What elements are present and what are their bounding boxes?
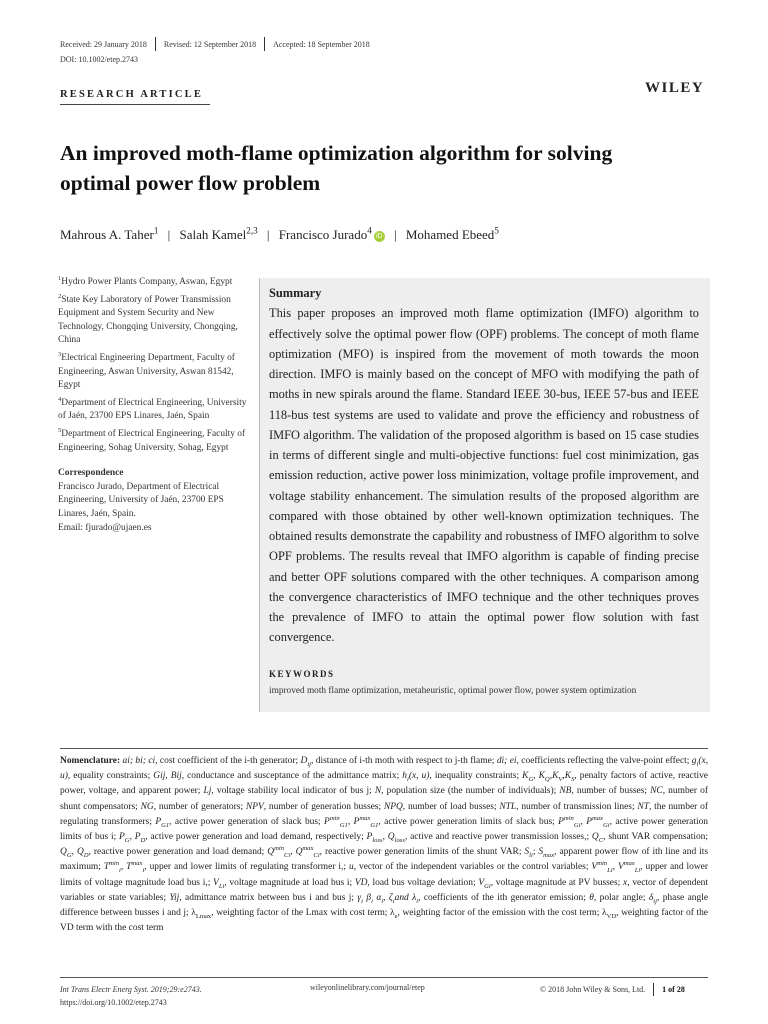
affiliation: $^1$Hydro Power Plants Company, Aswan, Egypt (58, 274, 233, 287)
summary-text: This paper proposes an improved moth flame optimization (IMFO) algorithm to effectively solve the optimal power flow (OPF) problems. The concept of moth flame optimization (MFO) is inspired from the movement of moth towards the moon direction. IMFO is mainly based on the concept of MFO with modifying the path of moths in new spirals around the flame. Standard IEEE 30-bus, IEEE 57-bus and IEEE 118-bus test systems are used to validate and prove the efficiency and robustness of IMFO algorithm. The validation of the proposed algorithm is based on 15 case studies in terms of different single and multi-objective functions: fuel cost minimization, gas emission reduction, active power loss minimization, voltage profile improvement, and voltage stability enhancement. The simulation results of the proposed algorithm are compared with those obtained by other well-known optimization techniques. The obtained results demonstrate the capability and robustness of IMFO algorithm to solve OPF problems. The results reveal that IMFO algorithm is capable of finding precise and better OPF solutions compared with the other techniques. A comparison among the convergence characteristics of IMFO technique and the other techniques proves the prevalence of IMFO to attain the optimal power flow solution with fast convergence. (269, 306, 699, 645)
article-dates (60, 37, 370, 51)
doi: DOI: 10.1002/etep.2743 (60, 55, 138, 64)
affiliation: $^3$Electrical Engineering Department, Faculty of Engineering, Aswan University, Aswan 81542, Egypt (58, 350, 235, 391)
nomenclature-rule (60, 748, 708, 749)
doi-link[interactable]: https://doi.org/10.1002/etep.2743 (60, 998, 167, 1007)
journal-citation: Int Trans Electr Energ Syst. 2019;29:e2743. (60, 985, 202, 994)
article-type: RESEARCH ARTICLE (60, 89, 204, 100)
revised-date: Revised: 12 September 2018 (163, 39, 257, 49)
author[interactable]: Salah Kamel$^{2,3}$ (179, 225, 258, 242)
summary-heading: Summary (269, 286, 322, 300)
author-separator: | (167, 227, 171, 242)
accepted-date: Accepted: 18 September 2018 (273, 39, 370, 49)
journal-site-link[interactable]: wileyonlinelibrary.com/journal/etep (310, 983, 425, 992)
affiliation: $^2$State Key Laboratory of Power Transmission Equipment and System Security and New Technology, Chongqing University, Chongqing, China (58, 292, 238, 346)
footer-right (540, 983, 685, 996)
keywords-text: improved moth flame optimization, metaheuristic, optimal power flow, power system optimization (269, 686, 637, 696)
author[interactable]: Mahrous A. Taher$^1$ (60, 225, 159, 242)
footer-rule (60, 977, 708, 978)
copyright: © 2018 John Wiley & Sons, Ltd. (540, 985, 646, 994)
nomenclature-label: Nomenclature: (60, 756, 121, 766)
footer-citation (60, 983, 202, 1009)
divider (155, 37, 156, 51)
author-separator: | (266, 227, 270, 242)
article-title: An improved moth-flame optimization algorithm for solving optimal power flow problem (60, 141, 613, 195)
affiliations (58, 276, 248, 535)
page-number: 1 of 28 (662, 985, 685, 994)
author-separator: | (394, 227, 397, 242)
correspondence-heading: Correspondence (58, 468, 124, 479)
article-type-underline (60, 104, 210, 105)
received-date: Received: 29 January 2018 (60, 39, 147, 49)
affiliation: $^4$Department of Electrical Engineering, University of Jaén, 23700 EPS Linares, Jaén, Spain (58, 395, 247, 422)
nomenclature: Nomenclature: ai; bi; ci, cost coefficient of the i-th generator; $D_{ij}$, distance of i-th moth with respect to j-th flame; di; ei, coefficients reflecting the valve-point effect; $g_i(x$, u), equality constraints; Gij, Bij, conductance and susceptance of the admittance matrix; $h_i(x$, u), inequality constraints; $K_G$, $K_Q,K_V,K_S$, penalty factors of active, reactive power, voltage, and apparent power; Lj, voltage stability local indicator of bus j; N, population size (the number of individuals); NB, number of busses; NC, number of shunt compensators; NG, number of generators; NPV, number of generation busses; NPQ, number of load busses; NTL, number of transmission lines; NT, the number of regulating transformers; $P_{G1}$, active power generation of slack bus; $P^{min}_{G1}$, $P^{max}_{G1}$, active power generation limits of slack bus; $P^{min}_{Gi}$, $P^{max}_{Gi}$, active power generation limits of bus i; $P_G$, $P_D$, active power generation and load demand, respectively; $P_{loss}$, $Q_{loss}$, active and reactive power transmission losses,; $Q_C$, shunt VAR compensation; $Q_G$, $Q_D$, reactive power generation and load demand; $Q^{min}_{Ci}$, $Q^{max}_{Ci}$, reactive power generation limits of the shunt VAR; $S_{li}$; $S_{max}$, apparent power flow of ith line and its maximum; $T^{min}_i$, $T^{max}_i$, upper and lower limits of regulating transformer i,; u, vector of the independent variables or the control variables; $V^{min}_{Li}$, $V^{max}_{Li}$, upper and lower limits of voltage magnitude load bus i,; $V_{Li}$, voltage magnitude at load bus i; VD, load bus voltage deviation; $V_{Gi}$, voltage magnitude at PV busses; x, vector of dependent variables or state variables; Yij, admittance matrix between bus i and bus j; $\gamma_i$ $\beta_i$ $\alpha_i$, $\zeta_iand$ $\lambda_i$, coefficients of the ith generator emission; θ, polar angle; $\delta_{ij}$, phase angle difference between busses i and j; $\lambda_{Lmax}$, weighting factor of the Lmax with cost term; $\lambda_e$, weighting factor of the emission with the cost term; $\lambda_{VD}$, weighting factor of the VD term with the cost term (60, 756, 709, 934)
divider (264, 37, 265, 51)
affiliation: $^5$Department of Electrical Engineering, Faculty of Engineering, Sohag University, Sohag, Egypt (58, 426, 246, 453)
author-list (60, 227, 499, 243)
keywords-heading: KEYWORDS (269, 669, 335, 679)
publisher-logo: WILEY (645, 80, 705, 96)
orcid-icon[interactable]: iD (374, 231, 385, 242)
correspondence-email[interactable]: Email: fjurado@ujaen.es (58, 522, 152, 533)
author[interactable]: Francisco Jurado$^4$iD (279, 227, 385, 242)
correspondence-text: Francisco Jurado, Department of Electrical Engineering, University of Jaén, 23700 EPS Linares, Jaén, Spain. Email: fjurado@ujaen.es (58, 481, 224, 533)
summary (269, 283, 699, 648)
author[interactable]: Mohamed Ebeed$^5$ (405, 225, 499, 242)
divider (653, 983, 654, 996)
